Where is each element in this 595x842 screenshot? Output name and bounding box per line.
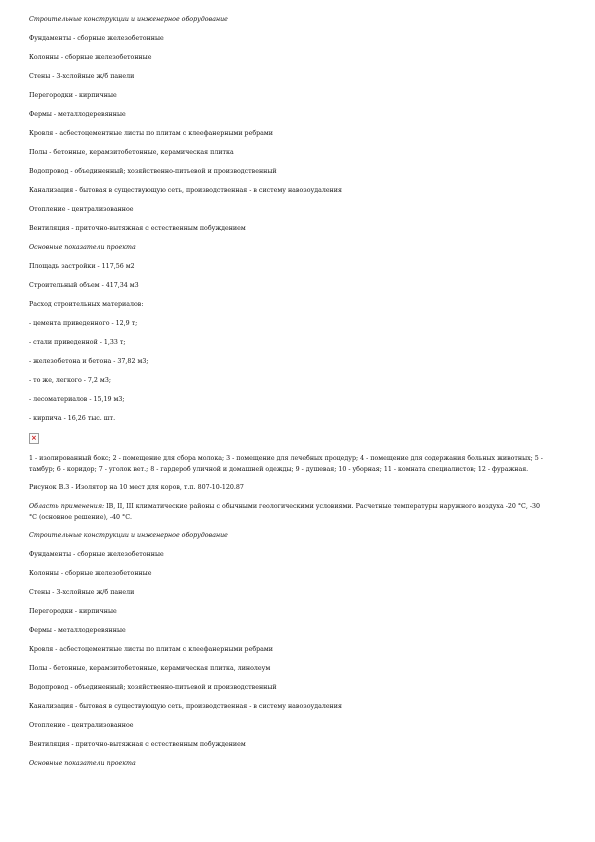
broken-image-icon	[29, 433, 39, 444]
spec-line: Полы - бетонные, керамзитобетонные, керамическая плитка, линолеум	[29, 665, 271, 672]
spec-line: Канализация - бытовая в существующую сеть, производственная - в систему навозоудаления	[29, 703, 342, 710]
indicator-line: - стали приведенной - 1,33 т;	[29, 339, 126, 346]
spec-line: Кровля - асбестоцементные листы по плитам с клеефанерными ребрами	[29, 646, 273, 653]
indicator-line: Строительный объем - 417,34 м3	[29, 282, 139, 289]
spec-line: Канализация - бытовая в существующую сеть, производственная - в систему навозоудаления	[29, 187, 342, 194]
section-heading: Строительные конструкции и инженерное оборудование	[29, 16, 228, 23]
broken-image-glyph: ×	[31, 434, 37, 442]
spec-line: Фермы - металлодеревянные	[29, 111, 126, 118]
indicator-line: - кирпича - 16,26 тыс. шт.	[29, 415, 116, 422]
spec-line: Фундаменты - сборные железобетонные	[29, 551, 164, 558]
application-area	[29, 502, 544, 523]
indicator-line: - железобетона и бетона - 37,82 м3;	[29, 358, 149, 365]
figure-caption: Рисунок В.3 - Изолятор на 10 мест для коров, т.п. 807-10-120.87	[29, 484, 244, 491]
spec-line: Фермы - металлодеревянные	[29, 627, 126, 634]
spec-line: Колонны - сборные железобетонные	[29, 54, 152, 61]
spec-line: Вентиляция - приточно-вытяжная с естественным побуждением	[29, 225, 246, 232]
application-area-label: Область применения:	[29, 503, 105, 510]
spec-line: Водопровод - объединенный; хозяйственно-питьевой и производственный	[29, 168, 277, 175]
figure-legend: 1 - изолированный бокс; 2 - помещение для сбора молока; 3 - помещение для лечебных процедур; 4 - помещение для содержания больных животных; 5 - тамбур; 6 - коридор; 7 - уголок вет.; 8 - гардероб уличной и домашней одежды; 9 - душевая; 10 - уборная; 11 - комната специалистов; 12 - фуражная.	[29, 455, 543, 473]
spec-line: Стены - 3-хслойные ж/б панели	[29, 73, 135, 80]
indicator-line: - то же, легкого - 7,2 м3;	[29, 377, 111, 384]
indicator-line: Расход строительных материалов:	[29, 301, 144, 308]
spec-line: Колонны - сборные железобетонные	[29, 570, 152, 577]
application-area-text: IВ, II, III климатические районы с обычными геологическими условиями. Расчетные температуры наружного воздуха -20 °С, -30 °С (основное решение), -40 °С.	[29, 503, 540, 521]
spec-line: Фундаменты - сборные железобетонные	[29, 35, 164, 42]
spec-line: Отопление - централизованное	[29, 722, 134, 729]
section-heading: Строительные конструкции и инженерное оборудование	[29, 532, 228, 539]
spec-line: Стены - 3-хслойные ж/б панели	[29, 589, 135, 596]
spec-line: Отопление - централизованное	[29, 206, 134, 213]
spec-line: Водопровод - объединенный; хозяйственно-питьевой и производственный	[29, 684, 277, 691]
spec-line: Кровля - асбестоцементные листы по плитам с клеефанерными ребрами	[29, 130, 273, 137]
indicators-heading: Основные показатели проекта	[29, 760, 136, 767]
spec-line: Перегородки - кирпичные	[29, 608, 117, 615]
spec-line: Перегородки - кирпичные	[29, 92, 117, 99]
indicator-line: - цемента приведенного - 12,9 т;	[29, 320, 138, 327]
spec-line: Вентиляция - приточно-вытяжная с естественным побуждением	[29, 741, 246, 748]
indicator-line: - лесоматериалов - 15,19 м3;	[29, 396, 125, 403]
indicators-heading: Основные показатели проекта	[29, 244, 136, 251]
spec-line: Полы - бетонные, керамзитобетонные, керамическая плитка	[29, 149, 234, 156]
indicator-line: Площадь застройки - 117,56 м2	[29, 263, 135, 270]
document-body	[29, 15, 554, 778]
